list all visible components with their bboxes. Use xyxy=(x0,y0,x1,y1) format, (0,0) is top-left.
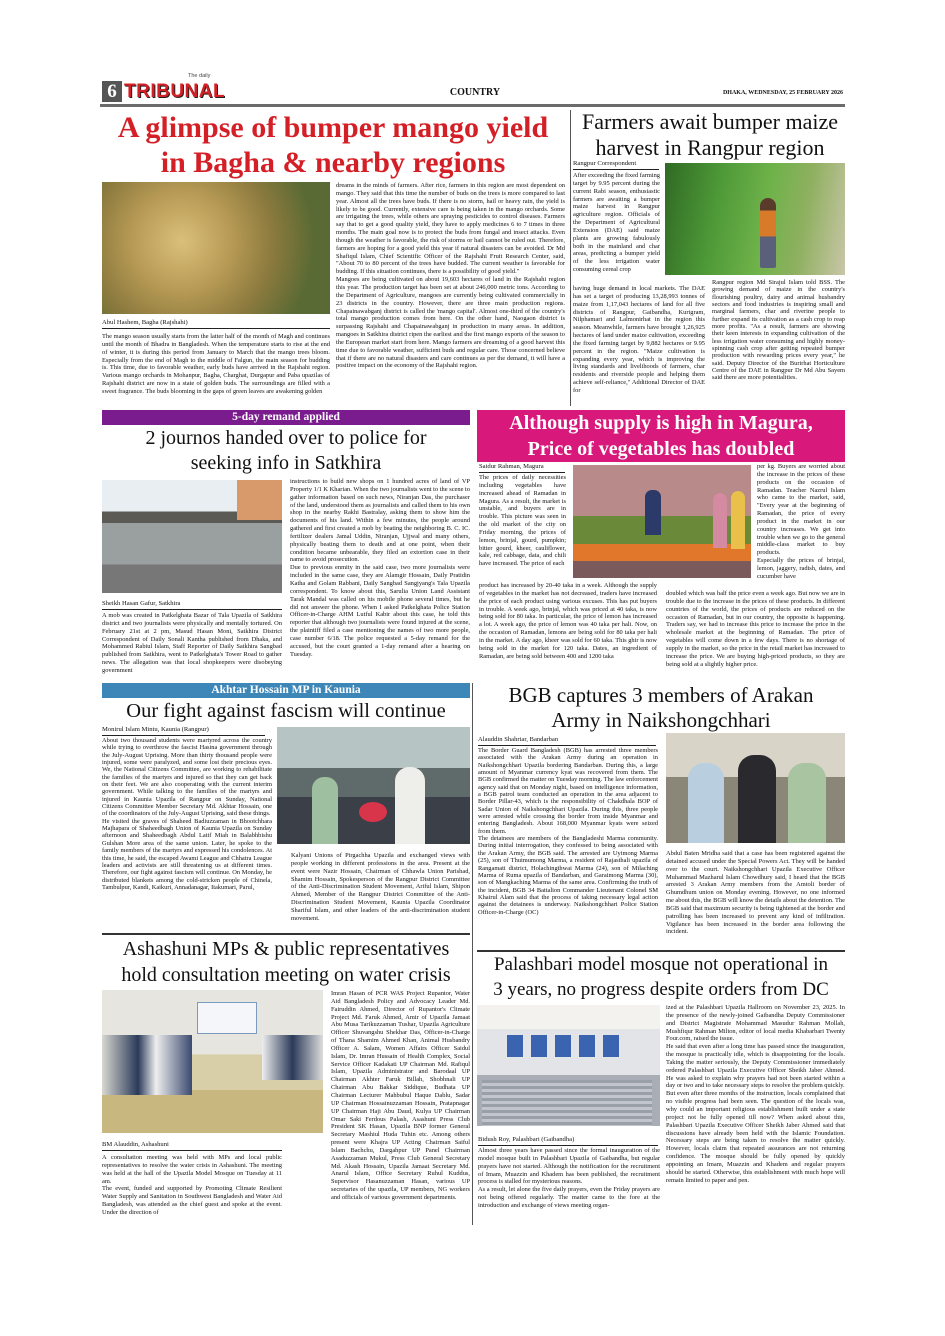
mango-byline: Abul Hashem, Bagha (Rajshahi) xyxy=(102,318,330,329)
detainee-figure xyxy=(738,755,776,843)
buyer-figure xyxy=(713,493,727,548)
mango-body-col2 xyxy=(336,182,565,370)
satkhira-body-col2 xyxy=(290,478,470,658)
headline-line: Army in Naikshongchhari xyxy=(551,708,771,732)
paragraph: He visited the graves of Shaheed Badiuzzaman in Bhootchhara Majhapara of Shaheedbagh Union of Kaunia Upazila on Sunday afternoon and Shaheedbagh Abdul Latif Miah in Balabhbishu Gulshan More area of the same union. Later, he spoke to the family members of the martyrs and expressed his condolences. At this time, he said, the escaped Awami League and Chhatra League leaders and activists are still threatening us at different times. Therefore, our fight against fascism will continue. On Monday, he distributed blankets among the cold-stricken people of Chinela, Tambulpur, Kandi, Kaikuri, Annadanagar, Itakumari, Parul, xyxy=(102,817,272,891)
magura-body-col1 xyxy=(479,474,566,568)
maize-field-photo xyxy=(665,163,845,275)
paragraph: The detainees are members of the Bangladeshi Marma community. During initial interrogation, they confessed to being associated with the Arakan Army, the BGB said. The arrested are Uyimong Marma (25), son of Thuimumong Marma, a resident of Rajasthali upazila of Rangamati district, Holachingthwai Marma (24), son of Milaching Marma of Ruma upazila of Bandarban, and Garaimong Marma (30), son of Mangkaching Marma of the same area. Confirming the truth of the incident, BGB 34 Battalion Commander Lieutenant Colonel SM Khairul Alam said that the process of taking necessary legal action against the detainees is underway. Naikshongchhari Police Station Officer-in-Charge (OC) xyxy=(478,835,658,916)
headline-line: Our fight against fascism will continue xyxy=(126,700,446,722)
bouquet xyxy=(359,802,387,822)
palashbari-body-col1 xyxy=(478,1147,660,1210)
palashbari-byline: Bidush Roy, Palashbari (Gaibandha) xyxy=(478,1135,658,1146)
consultation-meeting-photo xyxy=(102,990,323,1133)
bgb-byline: Alauddin Shahriar, Bandarban xyxy=(478,735,656,746)
headline-line: in Bagha & nearby regions xyxy=(160,146,506,179)
bgb-headline xyxy=(477,683,845,733)
magura-body-col2 xyxy=(757,463,845,581)
paragraph: Almost three years have passed since the formal inauguration of the model mosque built in Palashbari Upazila of Gaibandha, but regular prayers have not started. Although the notification for the recruitment of Imam, Muazzin and Khadem has been published, the recruitment process is stalled for mysterious reasons. xyxy=(478,1147,660,1186)
headline-line: hold consultation meeting on water crisis xyxy=(121,964,451,986)
headline-line: Palashbari model mosque not operational in xyxy=(493,954,828,975)
paragraph: Mangoes are being cultivated on about 19,603 hectares of land in the Rajshahi region this year. The production target has been set at about 246,000 metric tons. According to the Department of Agriculture, mangoes are currently being cultivated commercially in 23 districts in the country. However, there are three main production regions. Chapainawabganj district is called the 'mango capital'. Almost one-third of the country's total mango production comes from here. On the other hand, Naogaon district is surpassing Rajshahi and Chapainawabganj in production in many areas. In addition, mangoes in Satkhira district ripen the earliest and the first mango exports of the season to the European market start from here. Mango farmers are dreaming of a good harvest this time due to favorable weather, sufficient buds and regular care. Those concerned believe that if there are no natural disasters and care continues as per the demand, it will have a positive impact on the economy of the Rajshahi region. xyxy=(336,276,565,370)
farmer-figure xyxy=(760,198,776,268)
paragraph: dreams in the minds of farmers. After rice, farmers in this region are most dependent on mango. They said that this time the number of buds on the trees is more compared to last year. Almost all the trees have buds. If there is no storm, hail or heavy rain, the yield is likely to be good. Currently, extensive care is being taken in the mango orchards. Some are irrigating the trees, while others are spraying pesticides to control diseases. Farmers say that to get a good quality yield, they have to apply medicines 6 to 7 times in three months. The main goal now is to protect the buds from fungal and insect attacks. Even though the weather is favorable, the risk of storms or hail cannot be ruled out. Therefore, farmers are hoping for a good yield this year if natural disasters can be avoided. Dr Md Shafiqul Islam, Chief Scientific Officer of the Rajshahi Fruit Research Center, said, "About 70 to 80 percent of the trees have budded. The current weather is favorable for budding. If this situation continues, there is a possibility of good yield." xyxy=(336,182,565,276)
column-divider xyxy=(472,683,473,933)
palashbari-headline xyxy=(477,952,845,1002)
model-mosque-photo xyxy=(477,1005,660,1126)
paragraph: having huge demand in local markets. The DAE has set a target of producing 13,28,993 tonnes of maize from 1,17,043 hectares of land for all five districts of Rangpur, Gaibandha, Kurigram, Nilphamari and Lalmonirhat in the region this season. Meanwhile, farmers have brought 1,26,925 hectares of land under maize cultivation, exceeding the fixed farming target by 9,882 hectares or 9.95 percent in the region. "Maize cultivation is expanding every year, which is improving the living standards and livelihoods of farmers, char residents and riverside people and helping them achieve self-reliance," Additional Director of DAE for xyxy=(573,285,705,394)
headline-line: Ashashuni MPs & public representatives xyxy=(122,938,450,960)
attendees xyxy=(262,1035,323,1080)
paragraph: Imran Hasan of PCR WAS Project Rupantor, Water Aid Bangladesh Policy and Advocacy Leader Md. Fairuddin Ahmed, Director of Rupantor's Climate Project Md. Faruk Ahmed, Amir of Upazila Jamaat Abu Musa Tarikuzzaman Tushar, Upazila Agriculture Officer Shuvangshu Shekhar Das, Officer-in-Charge of Thana Shamim Ahmed Khan, Animal Husbandry Officer A. Salam, Women Affairs Officer Saidul Islam, Dr. Imran Hussain of Health Complex, Social Service Officer Kadakati UP Chairman Md. Rafiqul Islam, Upazila Administrator and Barodaal UP Chairman Akhter Faruk Billah, Shobhnali UP Chairman Abu Bakkar Siddique, Budhata UP Chairman Lecturer Mahbubul Haque Dablu, Sadar UP Chairman Hossainuzzaman Hossain, Pratapnagar UP Chairman Haji Abu Daud, Kulya UP Chairman Omar Saki Ferdous Palash, Asashuni Press Club President SK Hasan, Upazila BNP former General Secretary Mashiul Huda Tuhin etc. Among others present were Khajra UP Acting Chairman Saiful Islam Bachchu, Dargahpur UP Panel Chairman Asaduzzaman Mukul, Press Club General Secretary Md. Akash Hossain, Upazila Jamaat Secretary Md. Anarul Islam, Office Secretary Ruhul Kuddus, Supervisor Hasanuzzaman Hasan, various UP secretaries of the upazila, UP members, NG workers and officials of various government departments. xyxy=(331,990,470,1201)
ashashuni-body-col1 xyxy=(102,1154,282,1217)
maize-body-col2 xyxy=(573,285,705,395)
detainees-photo xyxy=(666,733,845,843)
satkhira-body-col1 xyxy=(102,612,282,675)
man-figure xyxy=(395,767,425,844)
detainee-figure xyxy=(688,763,724,843)
kaunia-body-col2 xyxy=(291,852,470,923)
headline-line: 3 years, no progress despite orders from DC xyxy=(493,979,829,1000)
paragraph: The Border Guard Bangladesh (BGB) has arrested three members associated with the Arakan Army during an operation in Naikshongchhari Upazila bordering Bandarban. During this, a large amount of Myanmar currency kyat was recovered from them. The BGB confirmed the matter on Tuesday morning. The law enforcement agency said that on Monday night, based on intelligence information, a BGB patrol team conducted an operation in the area adjacent to Border Pillar-43, which is the responsibility of Chakdhala BOP of Sadar Union of Naikshongchhari Upazila. During this, three people were arrested while crossing the border from inside Myanmar and entering Bangladesh. About 168,000 Myanmar kyats were seized from them. xyxy=(478,747,658,835)
paragraph: A consultation meeting was held with MPs and local public representatives to resolve the water crisis in Ashashuni. The meeting was held at the hall of the Upazila Model Mosque on Tuesday at 11 am. xyxy=(102,1154,282,1185)
paragraph: product has increased by 20-40 taka in a week. Although the supply of vegetables in the market has not decreased, traders have increased the price of each product using various excuses. This has put buyers in trouble. A week ago, brinjal, which was priced at 40 taka, is now being sold for 80 taka. In particular, the price of lemon has increased a lot. A week ago, the price of lemon was 40 taka per hali. Now, on the occasion of Ramadan, lemons are being sold for 80 taka per hali in the market. A day ago, kheer was sold for 60 taka. This ghir is now being sold in the market for 120 taka. Dates, an ingredient of Ramadan, are being sold between 400 and 1200 taka xyxy=(479,582,657,660)
maize-byline: Rangpur Correspondent xyxy=(573,159,659,170)
paragraph: per kg. Buyers are worried about the increase in the prices of these products on the occasion of Ramadan. Teacher Nazrul Islam who came to the market, said, "Every year at the beginning of Ramadan, the price of every product in the market in our country increases. We get into trouble when we go to the general middle-class market to buy products. xyxy=(757,463,845,557)
paragraph: A mob was created in Patkelghata Bazar of Tala Upazila of Satkhira district and two journalists were physically and mentally tortured. On February 21st at 2 pm, Masud Hasan Moni, Satkhira District Correspondent of Daily Sonali Kantha published from Dhaka, and Mohammed Rabiul Islam, Staff Reporter of Daily Satkhira Sangbad published from Satkhira, went to Patkelghata's Tower Road to gather news. The allegation was that local shopkeepers were disobeying government xyxy=(102,612,282,674)
magura-headline xyxy=(477,410,845,462)
paragraph: Kalyani Unions of Pirgachha Upazila and exchanged views with people working in different professions in the area. Present at the event were Nazir Hossain, Chairman of Chhawla Union Parishad, Shamim Hossain, Spokesperson of the Rangpur District Committee of the Anti-Discrimination Student Movement, Ariful Islam, Shipon Ahmed, Member of the Rangpur District Committee of the Anti-Discrimination Student Movement, Kaunia Upazila Coordinator Shariful Islam, and other leaders of the anti-discrimination student movement. xyxy=(291,852,470,922)
maize-body-col1 xyxy=(573,172,660,274)
headline-line: harvest in Rangpur region xyxy=(595,135,825,160)
column-divider xyxy=(472,933,473,1225)
kaunia-meeting-photo xyxy=(277,727,470,844)
headline-line: 2 journos handed over to police for xyxy=(145,427,427,449)
magura-body-col4 xyxy=(666,590,845,668)
logo: TRIBUNAL xyxy=(124,81,226,102)
kaunia-headline xyxy=(102,699,470,724)
shop-building xyxy=(237,480,282,520)
vendor-figure xyxy=(645,490,661,535)
palashbari-body-col2 xyxy=(666,1004,845,1184)
logo-tagline: The daily xyxy=(188,73,211,79)
kaunia-body-col1 xyxy=(102,737,272,891)
headline-line: Although supply is high in Magura, xyxy=(509,412,813,434)
paragraph: Abdul Baten Mridha said that a case has been registered against the detained accused under the Special Powers Act. They will be handed over to the court. Naikshongchhari Upazila Executive Officer Muhammad Mazharul Islam Chowdhury said, I heard that the BGB arrested 3 Arakan Army members from the Amtoli border of Ghumdhum union on Monday evening. However, no one informed me about this, the BGB will know the details about the detention. The BGB said that maximum security is being tightened at the border and patrolling has been increased to prevent any kind of infiltration. Vigilance has been increased in the border area following the incident. xyxy=(666,850,845,936)
paragraph: ized at the Palashbari Upazila Hallroom on November 23, 2025. In the presence of the newly-joined Gaibandha Deputy Commissioner and District Magistrate Mohammad Masudur Rahman Mollah, Mushfiqur Rahman Milton, editor of local media Khabarbari Twenty Four.com, raised the issue. xyxy=(666,1004,845,1043)
kaunia-byline: Monirul Islam Mintu, Kaunia (Rangpur) xyxy=(102,725,265,736)
mango-headline xyxy=(100,110,566,180)
detainee-figure xyxy=(788,763,826,843)
kaunia-kicker: Akhtar Hossain MP in Kaunia xyxy=(102,683,470,698)
attendees xyxy=(102,1035,192,1095)
headline-line: A glimpse of bumper mango yield xyxy=(117,111,549,144)
dateline: DHAKA, WEDNESDAY, 25 FEBRUARY 2026 xyxy=(722,90,843,96)
ashashuni-headline xyxy=(102,936,470,988)
banner xyxy=(197,1002,257,1034)
paragraph: As a result, let alone the five daily prayers, even the Friday prayers are not being offered regularly. The matter came to the fore at the introduction and exchange of views meeting organ- xyxy=(478,1186,660,1209)
mango-body-col1 xyxy=(102,333,330,396)
paragraph: The mango season usually starts from the latter half of the month of Magh and continues until the month of Bhadra in Bangladesh. When the temperature starts to rise at the end of winter, it is during this period from January to March that the mango trees bloom. Especially from the end of Magh to the middle of Falgun, the main season for budding is. This time, due to favorable weather, early buds have arrived in the Rajshahi region. Various mango orchards in Mohanpur, Bagha, Charghat, Durgapur and Paba upazilas of Rajshahi district are now in a state of golden buds. The surroundings are filled with a sweet fragrance. The buds blooming in the gaps of green leaves are awakening golden xyxy=(102,333,330,395)
bgb-body-col2 xyxy=(666,850,845,936)
mosque-steps xyxy=(482,1080,652,1126)
section-name: COUNTRY xyxy=(449,87,501,98)
headline-line: seeking info in Satkhira xyxy=(190,452,382,474)
buyer-figure xyxy=(731,491,745,549)
magura-body-col3 xyxy=(479,582,657,660)
magura-byline: Saidur Rahman, Magura xyxy=(479,462,565,473)
mango-blossom-photo xyxy=(102,182,330,314)
paragraph: After exceeding the fixed farming target by 9.95 percent during the current Rabi season, enthusiastic farmers are awaiting a bumper maize harvest in Rangpur agriculture region. Officials of the Department of Agricultural Extension (DAE) said maize plants are growing fabulously both in the mainland and char areas, predicting a bumper yield of the less irrigation water consuming cereal crop xyxy=(573,172,660,274)
satkhira-headline xyxy=(102,426,470,476)
paragraph: He said that even after a long time has passed since the inauguration, the mosque is practically idle, which is disappointing for the locals. Taking the matter seriously, the Deputy Commissioner immediately ordered Palashbari Upazila Executive Officer Sheikh Jaber Ahmed. He was asked to explain why prayers had not been started within a day or two and to take necessary steps to resolve the problem quickly. xyxy=(666,1043,845,1090)
satkhira-byline: Sheikh Hasan Gafur, Satkhira xyxy=(102,599,282,610)
paragraph: About two thousand students were martyred across the country while trying to overthrow the fascist Hasina government through the July-August Uprising. More than thirty thousand people were injured, some were paralyzed, and some lost their precious eyes. We, the National Citizens Committee, are working to rehabilitate the families of the martyrs and injured so that they can get back on their feet. We are also cooperating with the current interim government. While talking to the families of the martyrs and injured in Kaunia Upazila of Rangpur on Sunday, National Citizens Committee Member Secretary Md. Akhtar Hossain, one of the coordinators of the July-August Uprising, said these things. xyxy=(102,737,272,818)
paragraph: instructions to build new shops on 1 hundred acres of land of VP Property 1/1 K Kharian. When the two journalists went to the scene to gather information based on such news, Niranjan Das, the purchaser of the land, understood them as journalists and called them to his own shop in the nearby Rakhi Bastralay, asking them to show him the documents of his land. Within a few minutes, the people around gathered and first created a mob by beating the neighboring B. C. IC. fertilizer dealers Jamal Uddin, Niranjan, Ujjwal and many others, physically beating them to death and at one point, when their condition became unbearable, they filed an extortion case in their name to avoid prosecution. xyxy=(290,478,470,564)
paragraph: The prices of daily necessities including vegetables have increased ahead of Ramadan in Magura. As a result, the market is unstable, and buyers are in trouble. This picture was seen in the old market of the city on Friday morning, the prices of lemon, brinjal, gourd, pumpkin; bitter gourd, kheer, cauliflower, kale, red cabbage, data, and chili have increased. The price of each xyxy=(479,474,566,568)
paragraph: doubled which was half the price even a week ago. But now we are in trouble due to the increase in the prices of these products. In different countries of the world, the prices of products are reduced on the occasion of Ramadan, but in our country, the opposite is happening. Traders say, we had to increase this price to increase the price in the wholesale market at the beginning of Ramadan. The price of vegetables will come down in a few days. There is no shortage of supply in the market, so the price in the retail market has increased to increase the price. We are buying high-priced products, so they are being sold at a slightly higher price. xyxy=(666,590,845,668)
maize-headline xyxy=(574,109,846,161)
section-rule xyxy=(102,933,470,935)
ashashuni-byline: BM Alauddin, Ashashuni xyxy=(102,1140,282,1151)
paragraph: But even after three months of the instruction, locals complained that no visible progress had been seen. The question of the locals was, why could an important religious establishment built under a state project not be fully opened till now? When asked about this, Palashbari Upazila Executive Officer Sheikh Jaber Ahmed said that discussions have already been held with the Islamic Foundation. Necessary steps are being taken to resolve the matter quickly. However, locals claim that repeated assurances are not returning confidence. The mosque should be fully opened by quickly appointing an Imam, Muazzin and Khadem and regular prayers should be started. Otherwise, this establishment with much hope will remain limited to paper and pen. xyxy=(666,1090,845,1184)
mosque-windows xyxy=(507,1035,627,1057)
masthead-rule xyxy=(100,104,845,107)
market-shops-photo xyxy=(102,480,282,593)
bgb-body-col1 xyxy=(478,747,658,916)
woman-figure xyxy=(312,777,338,844)
ashashuni-body-col2 xyxy=(331,990,470,1202)
headline-line: BGB captures 3 members of Arakan xyxy=(508,683,814,707)
maize-body-col3 xyxy=(712,279,845,382)
headline-line: Farmers await bumper maize xyxy=(582,109,838,134)
satkhira-kicker: 5-day remand applied xyxy=(102,410,470,425)
vegetable-market-photo xyxy=(573,465,751,578)
paragraph: Rangpur region Md Sirajul Islam told BSS. The growing demand of maize in the country's flourishing poultry, dairy and animal husbandry sectors and food industries is inspiring small and marginal farmers, char and riverine people to further expand its cultivation as a cash crop to reap more profits. "As a result, farmers are showing their keen interests in expanding cultivation of the less irrigation water consuming and highly money-spinning cash crop after getting repeated bumper production with rewarding prices every year," he said. Deputy Director of the Burirhat Horticulture Centre of the DAE in Rangpur Dr Md Abu Sayem said there are more potentialities. xyxy=(712,279,845,382)
paragraph: Especially the prices of brinjal, lemon, jaggery, radish, dates, and cucumber have xyxy=(757,557,845,580)
column-divider xyxy=(570,110,571,406)
headline-line: Price of vegetables has doubled xyxy=(527,438,795,460)
paragraph: Due to previous enmity in the said case, two more journalists were included in the same case, they are Alamgir Hossain, Daily Pratidin Katha and Golam Rabbani, Daily Sangbad Sangjyang's Tala Upazila correspondent. To know about this, Sarulia Union Land Assistant Tarak Mandal was called on his mobile phone several times, but he did not answer the phone. When I asked Patkelghata Police Station Officer-in-Charge AHM Lutful Kabir about this case, he told this reporter that although two journalists were found injured at the scene, the plaintiff filed a case mentioning the names of two more people, case number 6/18. The police requested a 5-day remand for the accused, but the court granted a 1-day remand after a hearing on Tuesday. xyxy=(290,564,470,658)
paragraph: The event, funded and supported by Promoting Climate Resilient Water Supply and Sanitation in Southwest Bangladesh and Water Aid Bangladesh, was attended as the chief guest and spoke at the event. Under the direction of xyxy=(102,1185,282,1216)
page-number: 6 xyxy=(102,81,122,102)
